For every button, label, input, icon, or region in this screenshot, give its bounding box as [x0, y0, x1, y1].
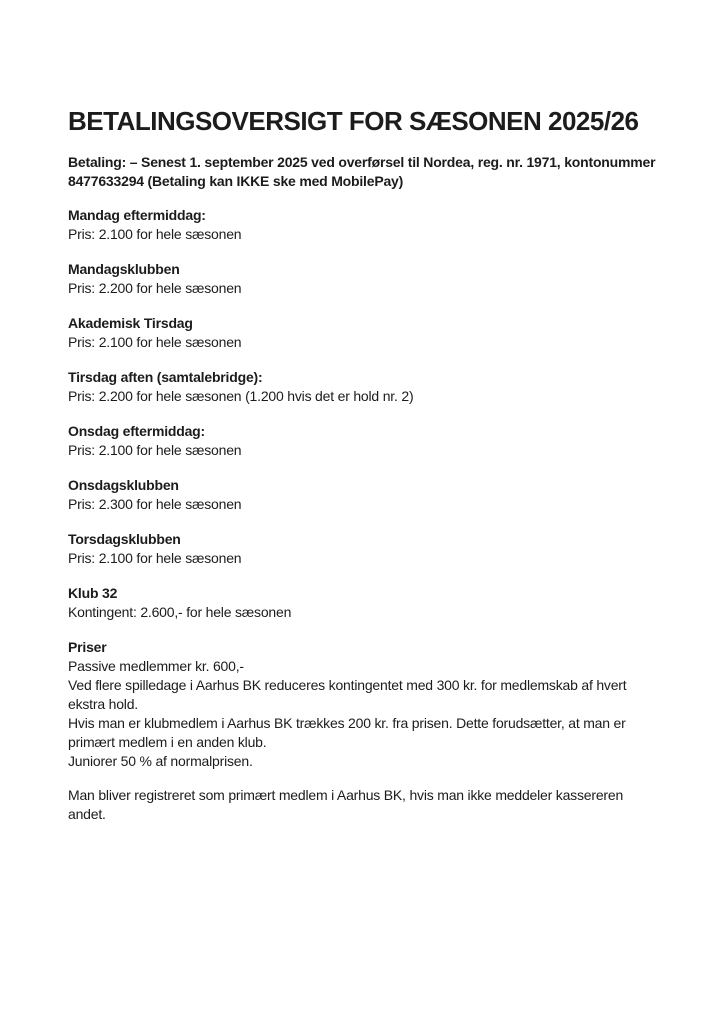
section-price: Pris: 2.300 for hele sæsonen: [68, 496, 242, 512]
section-mandag-eftermiddag: [68, 206, 668, 244]
section-tirsdag-aften: [68, 368, 668, 406]
section-title: Torsdagsklubben: [68, 531, 181, 547]
prices-info-line: Passive medlemmer kr. 600,-: [68, 658, 244, 674]
section-price: Pris: 2.100 for hele sæsonen: [68, 550, 242, 566]
payment-intro-line: 8477633294 (Betaling kan IKKE ske med MobilePay): [68, 173, 404, 189]
section-price: Kontingent: 2.600,- for hele sæsonen: [68, 604, 292, 620]
section-title: Onsdag eftermiddag:: [68, 423, 205, 439]
section-mandagsklubben: [68, 260, 668, 298]
section-klub-32: [68, 584, 668, 622]
section-price: Pris: 2.200 for hele sæsonen (1.200 hvis det er hold nr. 2): [68, 388, 414, 404]
section-torsdagsklubben: [68, 530, 668, 568]
prices-info-line: Juniorer 50 % af normalprisen.: [68, 753, 253, 769]
section-onsdag-eftermiddag: [68, 422, 668, 460]
prices-info-paragraph: [68, 638, 668, 771]
section-price: Pris: 2.100 for hele sæsonen: [68, 442, 242, 458]
section-title: Tirsdag aften (samtalebridge):: [68, 369, 263, 385]
registration-note-line: andet.: [68, 806, 106, 822]
prices-info-line: Ved flere spilledage i Aarhus BK reduceres kontingentet med 300 kr. for medlemskab af hvert: [68, 677, 627, 693]
section-price: Pris: 2.100 for hele sæsonen: [68, 226, 242, 242]
prices-info-line: ekstra hold.: [68, 696, 138, 712]
page-title: BETALINGSOVERSIGT FOR SÆSONEN 2025/26: [68, 106, 639, 136]
prices-info-line: primært medlem i en anden klub.: [68, 734, 267, 750]
payment-intro-paragraph: [68, 153, 668, 191]
section-price: Pris: 2.100 for hele sæsonen: [68, 334, 242, 350]
section-title: Onsdagsklubben: [68, 477, 179, 493]
section-onsdagsklubben: [68, 476, 668, 514]
prices-info-line: Hvis man er klubmedlem i Aarhus BK trækkes 200 kr. fra prisen. Dette forudsætter, at man er: [68, 715, 626, 731]
payment-intro-line: Betaling: – Senest 1. september 2025 ved overførsel til Nordea, reg. nr. 1971, kontonummer: [68, 154, 656, 170]
registration-note-line: Man bliver registreret som primært medlem i Aarhus BK, hvis man ikke meddeler kassereren: [68, 787, 624, 803]
section-price: Pris: 2.200 for hele sæsonen: [68, 280, 242, 296]
prices-info-title: Priser: [68, 639, 107, 655]
section-akademisk-tirsdag: [68, 314, 668, 352]
section-title: Mandag eftermiddag:: [68, 207, 206, 223]
section-title: Klub 32: [68, 585, 118, 601]
registration-note-paragraph: [68, 786, 668, 824]
section-title: Mandagsklubben: [68, 261, 180, 277]
section-title: Akademisk Tirsdag: [68, 315, 193, 331]
